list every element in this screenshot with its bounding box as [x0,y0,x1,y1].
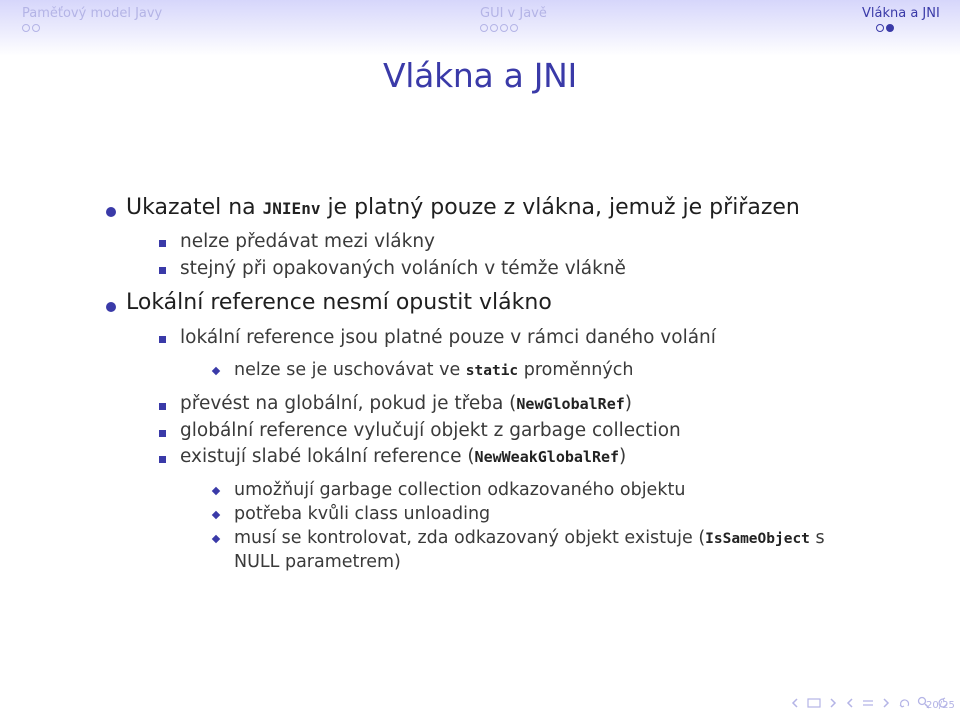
bullet-check-exists: musí se kontrolovat, zda odkazovaný objekt existuje (IsSameObject s [234,528,825,548]
slide-title: Vlákna a JNI [383,56,577,95]
bullet-class-unloading: potřeba kvůli class unloading [234,504,491,524]
bullet-diamond-icon [212,367,220,375]
arrow-left-icon[interactable] [790,697,800,712]
bullet-diamond-icon [212,487,220,495]
nav-dot[interactable] [876,24,884,32]
bullet-square-icon [159,403,166,410]
beamer-header [0,0,960,56]
nav-dot[interactable] [32,24,40,32]
nav-dot-current[interactable] [886,24,894,32]
bullet-diamond-icon [212,511,220,519]
bullet-global-ref: převést na globální, pokud je třeba (NewGlobalRef) [180,393,632,414]
bullet-square-icon [159,267,166,274]
arrow-right-icon[interactable] [881,697,891,712]
frame-icon[interactable] [807,697,821,712]
nav-dot[interactable] [510,24,518,32]
nav-section-gui[interactable]: GUI v Javě [480,6,547,21]
nav-dot[interactable] [22,24,30,32]
bullet-weak-gc: umožňují garbage collection odkazovaného objektu [234,480,686,500]
bullet-square-icon [159,336,166,343]
nav-section-memory-model[interactable]: Paměťový model Javy [22,6,163,21]
nav-dots-threads-jni [876,24,894,36]
bullet-check-exists-continued: NULL parametrem) [234,552,401,572]
bullet-square-icon [159,240,166,247]
page-number: 20/25 [926,700,955,711]
nav-dot[interactable] [500,24,508,32]
bullet-weak-refs: existují slabé lokální reference (NewWeakGlobalRef) [180,446,627,467]
arrow-right-icon[interactable] [828,697,838,712]
bullet-square-icon [159,430,166,437]
arrow-left-icon[interactable] [845,697,855,712]
nav-dot[interactable] [480,24,488,32]
bullet-diamond-icon [212,535,220,543]
nav-dot[interactable] [490,24,498,32]
bullet-same-thread: stejný při opakovaných voláních v témže vlákně [180,258,626,279]
nav-section-threads-jni[interactable]: Vlákna a JNI [862,6,940,21]
back-icon[interactable] [898,697,910,713]
bullet-disc-icon [106,207,116,217]
bullet-no-static: nelze se je uschovávat ve static proměnných [234,360,634,380]
bullet-local-valid: lokální reference jsou platné pouze v rámci daného volání [180,327,716,348]
bullet-jnienv: Ukazatel na JNIEnv je platný pouze z vlákna, jemuž je přiřazen [126,195,800,220]
bullet-square-icon [159,456,166,463]
bullet-disc-icon [106,302,116,312]
nav-dots-gui [480,24,518,36]
nav-dots-memory-model [22,24,40,36]
bullet-no-pass: nelze předávat mezi vlákny [180,231,435,252]
equivalence-icon[interactable] [862,697,874,712]
bullet-global-gc: globální reference vylučují objekt z garbage collection [180,420,681,441]
bullet-local-refs: Lokální reference nesmí opustit vlákno [126,290,552,315]
